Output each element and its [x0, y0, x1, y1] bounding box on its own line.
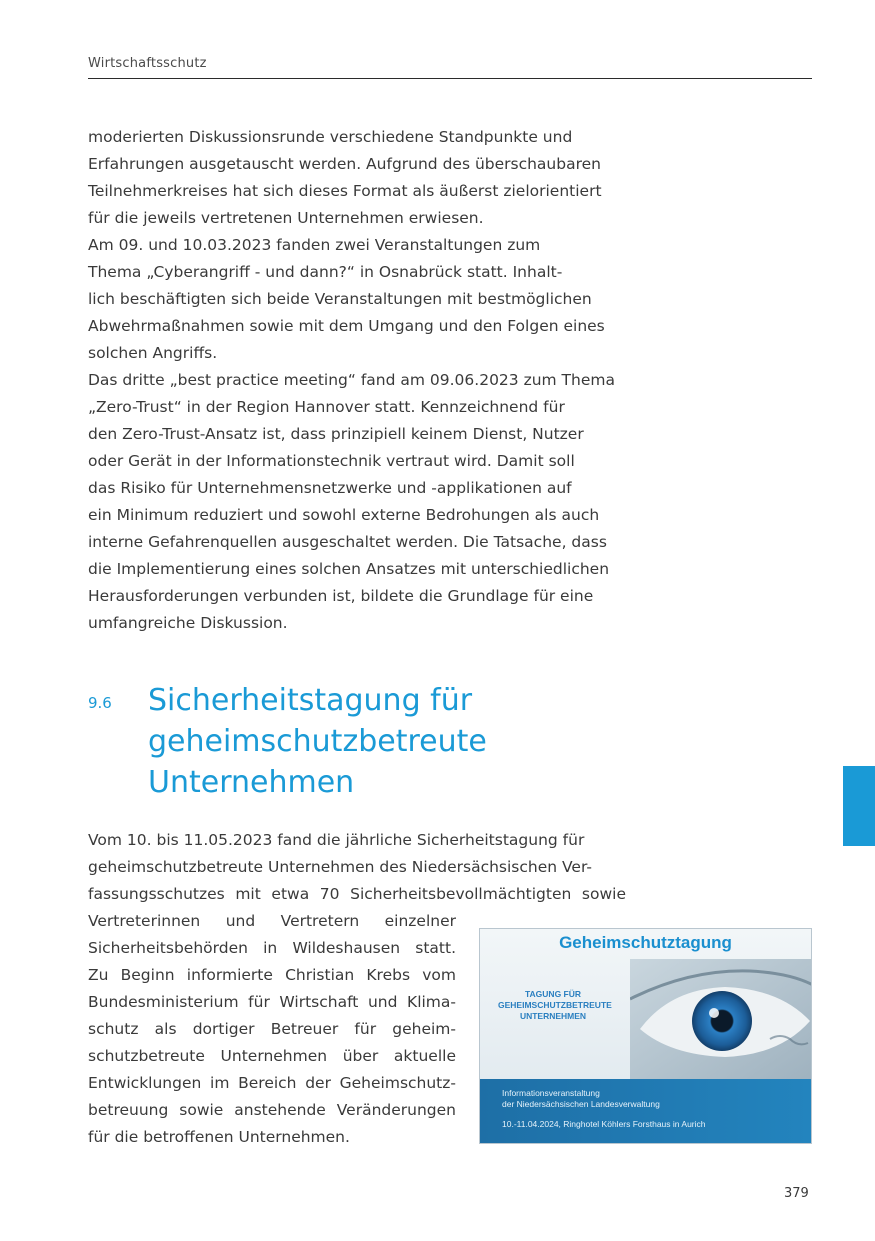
- section-title-line: Sicherheitstagung für: [148, 683, 473, 718]
- text-line: umfangreiche Diskussion.: [88, 614, 288, 632]
- paragraph-zero-trust: [88, 367, 626, 637]
- text-line: betreuung sowie anstehende Veränderungen: [88, 1101, 456, 1119]
- text-line: interne Gefahrenquellen ausgeschaltet werden. Die Tatsache, dass: [88, 533, 607, 551]
- running-head: Wirtschaftsschutz: [88, 56, 207, 71]
- text-line: das Risiko für Unternehmensnetzwerke und -applikationen auf: [88, 479, 572, 497]
- section-title-line: Unternehmen: [148, 765, 355, 800]
- text-line: „Zero-Trust“ in der Region Hannover statt. Kennzeichnend für: [88, 398, 565, 416]
- header-rule: [88, 78, 812, 79]
- text-line: Sicherheitsbehörden in Wildeshausen statt.: [88, 939, 456, 957]
- text-line: fassungsschutzes mit etwa 70 Sicherheitsbevollmächtigten sowie: [88, 885, 626, 903]
- chapter-tab-marker: [843, 766, 875, 846]
- text-line: Herausforderungen verbunden ist, bildete die Grundlage für eine: [88, 587, 594, 605]
- text-line: Am 09. und 10.03.2023 fanden zwei Veranstaltungen zum: [88, 236, 541, 254]
- text-line: Zu Beginn informierte Christian Krebs vom: [88, 966, 456, 984]
- text-line: Thema „Cyberangriff - und dann?“ in Osnabrück statt. Inhalt-: [88, 263, 563, 281]
- section-number: 9.6: [88, 694, 112, 712]
- text-line: Bundesministerium für Wirtschaft und Klima-: [88, 993, 456, 1011]
- text-line: für die betroffenen Unternehmen.: [88, 1128, 350, 1146]
- text-line: die Implementierung eines solchen Ansatzes mit unterschiedlichen: [88, 560, 610, 578]
- text-line: den Zero-Trust-Ansatz ist, dass prinzipiell keinem Dienst, Nutzer: [88, 425, 584, 443]
- text-line: schutzbetreute Unternehmen über aktuelle: [88, 1047, 456, 1065]
- flyer-subtitle-line: GEHEIMSCHUTZBETREUTE: [498, 1000, 612, 1010]
- paragraph-osnabrueck: [88, 232, 626, 367]
- text-line: Abwehrmaßnahmen sowie mit dem Umgang und den Folgen eines: [88, 317, 605, 335]
- flyer-subtitle: [498, 989, 612, 1022]
- text-line: schutz als dortiger Betreuer für geheim-: [88, 1020, 456, 1038]
- section-title-line: geheimschutzbetreute: [148, 724, 487, 759]
- text-line: solchen Angriffs.: [88, 344, 218, 362]
- text-line: ein Minimum reduziert und sowohl externe Bedrohungen als auch: [88, 506, 600, 524]
- text-line: moderierten Diskussionsrunde verschiedene Standpunkte und: [88, 128, 573, 146]
- text-line: Teilnehmerkreises hat sich dieses Format als äußerst zielorientiert: [88, 182, 602, 200]
- flyer-info-line: der Niedersächsischen Landesverwaltung: [502, 1099, 660, 1109]
- text-line: Entwicklungen im Bereich der Geheimschutz-: [88, 1074, 456, 1092]
- text-line: oder Gerät in der Informationstechnik vertraut wird. Damit soll: [88, 452, 575, 470]
- text-line: Erfahrungen ausgetauscht werden. Aufgrund des überschaubaren: [88, 155, 601, 173]
- text-line: Vertreterinnen und Vertretern einzelner: [88, 912, 456, 930]
- flyer-info-line: Informationsveranstaltung: [502, 1088, 600, 1098]
- paragraph-intro: [88, 124, 626, 232]
- text-line: lich beschäftigten sich beide Veranstaltungen mit bestmöglichen: [88, 290, 592, 308]
- flyer-title: Geheimschutztagung: [559, 933, 732, 952]
- paragraph-tagung: [88, 827, 626, 908]
- text-line: geheimschutzbetreute Unternehmen des Niedersächsischen Ver-: [88, 858, 592, 876]
- flyer-subtitle-line: UNTERNEHMEN: [519, 1011, 587, 1021]
- text-line: für die jeweils vertretenen Unternehmen erwiesen.: [88, 209, 484, 227]
- page-number: 379: [784, 1186, 809, 1201]
- paragraph-tagung-wrapped: [88, 908, 456, 1151]
- text-line: Vom 10. bis 11.05.2023 fand die jährliche Sicherheitstagung für: [88, 831, 585, 849]
- flyer-subtitle-line: TAGUNG FÜR: [524, 989, 582, 999]
- text-line: Das dritte „best practice meeting“ fand am 09.06.2023 zum Thema: [88, 371, 615, 389]
- section-title: [148, 680, 608, 803]
- event-flyer-image: [479, 928, 812, 1144]
- eye-globe-illustration: [630, 959, 812, 1079]
- flyer-info-line: 10.-11.04.2024, Ringhotel Köhlers Forsthaus in Aurich: [502, 1119, 706, 1129]
